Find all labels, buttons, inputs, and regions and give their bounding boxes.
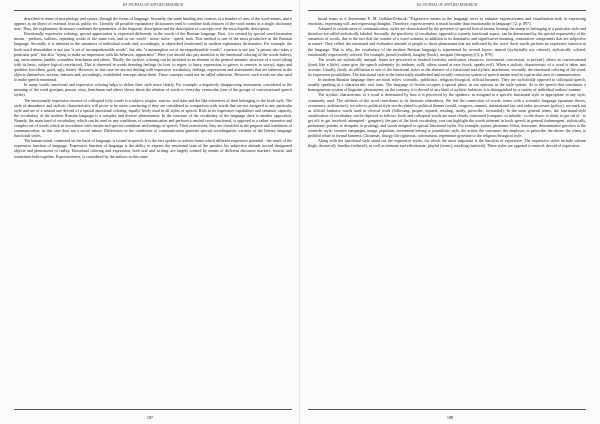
paragraph: described in terms of morphology and syntax, through the forms of language. Secondly, the same heading text consists of a number of uses of the word means, and it appears as an object of external, lexical, public etc. Literally all possible explanatory dictionaries tend to combine both features of the word means in a single dictionary note. Thus, the explanatory dictionary combines the parameters of the linguistic description and the description of concepts over the encyclopedic description. [14, 16, 292, 32]
footer-rule [308, 409, 586, 410]
header-rule [14, 10, 292, 11]
paragraph: The human mind, connected on the basis of language, is issued in speech. It is the fact spoken or written forms which different expressive potential - the result of the expressive function of language. Expressive function of language is the ability to express the emotional state of the speaker, his subjective attitude toward designated objects and phenomena of reality. Emotional coloring and expression, both oral and writing, are largely created by means of different discourse markers, lexical, and sometimes both together. Expressiveness, is considered by the authors in this same [14, 138, 292, 159]
paragraph: In modern Russian language there are book styles: scientific, publicistic, religious-liturgical, official business. They are stylistically opposed to colloquial speech, usually speaking in a characteristic oral form. The language of fiction occupies a special place, in our opinion, in the style system. As to the speech that constitutes a homogeneous system of linguistic phenomena, on the contrary, it is devoid of any kind of stylistic isolation, it is distinguished by a variety of individual authors' manner. [308, 77, 586, 93]
page-number: 188 [446, 415, 454, 420]
right-page [300, 0, 600, 424]
paragraph: Along with the functional style stand out the expressive styles, for which the most important is the function of expressive. The expressive styles include solemn (high, rhetorical), familiar (reduced), as well as intimate and affectionate, playful (ironic), mocking (satirical). These styles are opposed to neutral, devoid of expression. [308, 138, 586, 149]
paragraph: The emotionally expressive essence of colloquial lofty words is a subject, inspire, warrior, zeal state and the like references of their belonging to the book style. The style of abundance and stylistic characteristics will prove to be more convincing if they are considered in comparison with words that are not assigned to any particular style and are of a neutral one devoid of a special emotional coloring, equally freely used in all styles of speech. Rich in its expressive capabilities and semantic capacity, the vocabulary of the modern Russian language is a complex and diverse phenomenon. In the structure of the vocabulary of the language there is another opposition. Namely, the main fund of vocabulary, which can be used in any conditions of communication and perform a neutral cross-functional, is opposed to a rather extensive and complex set of words which in accordance with certain and special conditions and settings of speech. Their restrictions, they are classified in the purpose and conditions of communication; in this case they are a social nature. Differences in the conditions of communication generate special sociolinguistic variants of the literary language functional styles. [14, 97, 292, 139]
footer-rule [14, 409, 292, 410]
paragraph: broad terms as it determines E. M. Galkina-Fedoruk: "Expressive means in the language serve to enhance expressiveness and visualization both in expressing emotions, expressing will, and expressing thoughts. Therefore, expressiveness is much broader than emotionality in language" [2, p. 897]. [308, 16, 586, 27]
paragraph: Adapted to certain areas of communication, styles are characterized by the presence of special lexical means, bearing the stamp of belonging to a particular style and therefore are called stylistically labeled. Secondly, the specificity of vocabulary, opposed to a purely functional aspect, can be determined by the special expressivity of the semantics of words, due to the fact that the content of a word contains, in addition to its denotative and significative meaning, connotative components that are subjective in nature. They reflect the emotional and evaluative attitude of people to those phenomena that are indicated by the word. Such words perform an expressive function in the language. That is why, the vocabulary of the modern Russian language is represented by several layers: neutral (stylistically not colored), stylistically colored, emotionally expressively colored. For example, proud (exalted), haughty (book), arrogant (derogatory) [3, p. 870]. [308, 26, 586, 57]
page-body [14, 16, 292, 159]
paragraph: The words are stylistically unequal. Some are perceived as bookish (reticent, ratification, resources, investment, concession, to prevail), others as conversational (tired, like a little), some give the speech solemnity (to enthuse, voll), others sound at ease (work, speaks evil). When a stylistic characteristic of a word is taken into account. Usually, firstly, its affiliation to one of the functional styles or the absence of a functional and stylistic attachment, secondly, the emotional coloring of the word, its expression possibilities. The functional style is the historically established and socially conscious system of speech means used in a particular area of communication. [308, 56, 586, 78]
running-header: RA JOURNAL OF APPLIED RESEARCH [416, 3, 478, 7]
header-rule [308, 10, 586, 11]
paragraph: The stylistic characteristic of a word is determined by how it is perceived by the speakers: as assigned to a specific functional style or appropriate in any style, commonly used. The stiffness of the word contributes to its thematic relatedness. We feel the connection of words: terms with a scientific language (quantum theory, economics, architecture), we refer to political style words related to political themes (world, congress, summit, international law and order, processes (policy), we mark out as official business words used in clerical work (following, proper, injured, residing, notify, prescribe, forwarded). In the most general terms, the functional-style stratification of vocabulary can be depicted as follows: book and colloquial words are most clearly contrasted (compare: to subside - to die down; to shirk; to get rid of - to get off; to get involved; attempted - gangster); the part of the book vocabulary, you can highlight the words inherent in book speech in general (submergent, stylistically, prominent, ponder, to dissipate, to prolong), and words assigned to special functional styles. For example, syntax, phoneme; lithos, aerosome, denominative gravities to the scientific style; creative campaigns, image, populism, investment belong to journalistic style; the action, the consumer, the employer, to prescribe, the above, the client, to prohibit relate to formal business. Christmas, liturgy, the righteous, communion, repentance gravitate to the religious-liturgical style. [308, 92, 586, 139]
paragraph: In many words, emotional and expressive coloring helps to define their style more clearly. For example, a negatively disapproving assessment, considered as the meaning of the word gossiper, person, story, henchman and others shows about the relation of words to everyday vernacular (one of the groups of conversational speech styles). [14, 82, 292, 98]
running-header: RA JOURNAL OF APPLIED RESEARCH [122, 3, 184, 7]
page-body [308, 16, 586, 148]
page-number: 187 [146, 415, 154, 420]
paragraph: Emotionally expressive coloring, special appreciation is expressed differently in the words of the Russian language. First, it is created by special word-formation means - prefixes, suffixes, repeating words of the same root, and so on: world - noise; noise - speed; rush. This method is one of the most productive in the Russian language. Secondly, it is inherent in the semantics of individual words and, accordingly, is objectified (enshrined) in modern explanatory dictionaries. For example, the book word abracadabra is not just "a set of incomprehensible words", but also "a meaningless set of incomprehensible words"; a person is not just "a person who takes a particular post", but also "trying to make an impression with his behavior, appearance". Here you should also pay attention to the emotional coloring of the words bribery, rag, environment, jumble, scrambler, henchman and others. Thirdly, the stylistic coloring can be included as an element in the general semantic structure of a word (along with its basic, subject-logical correlation). This is observed in words denoting feelings (to love, to regret, to hurry, expression; to grieve, to remove, to worry), signs and qualities (excellent, good, ugly, bitter). However, in this case we are not dealing with expressive vocabulary, feelings, expressions and assessments that are inherent in the objects themselves, actions, features and, accordingly, established concepts about them. These concepts could not be called otherwise. However, such words are also used to make speech emotional. [14, 31, 292, 83]
